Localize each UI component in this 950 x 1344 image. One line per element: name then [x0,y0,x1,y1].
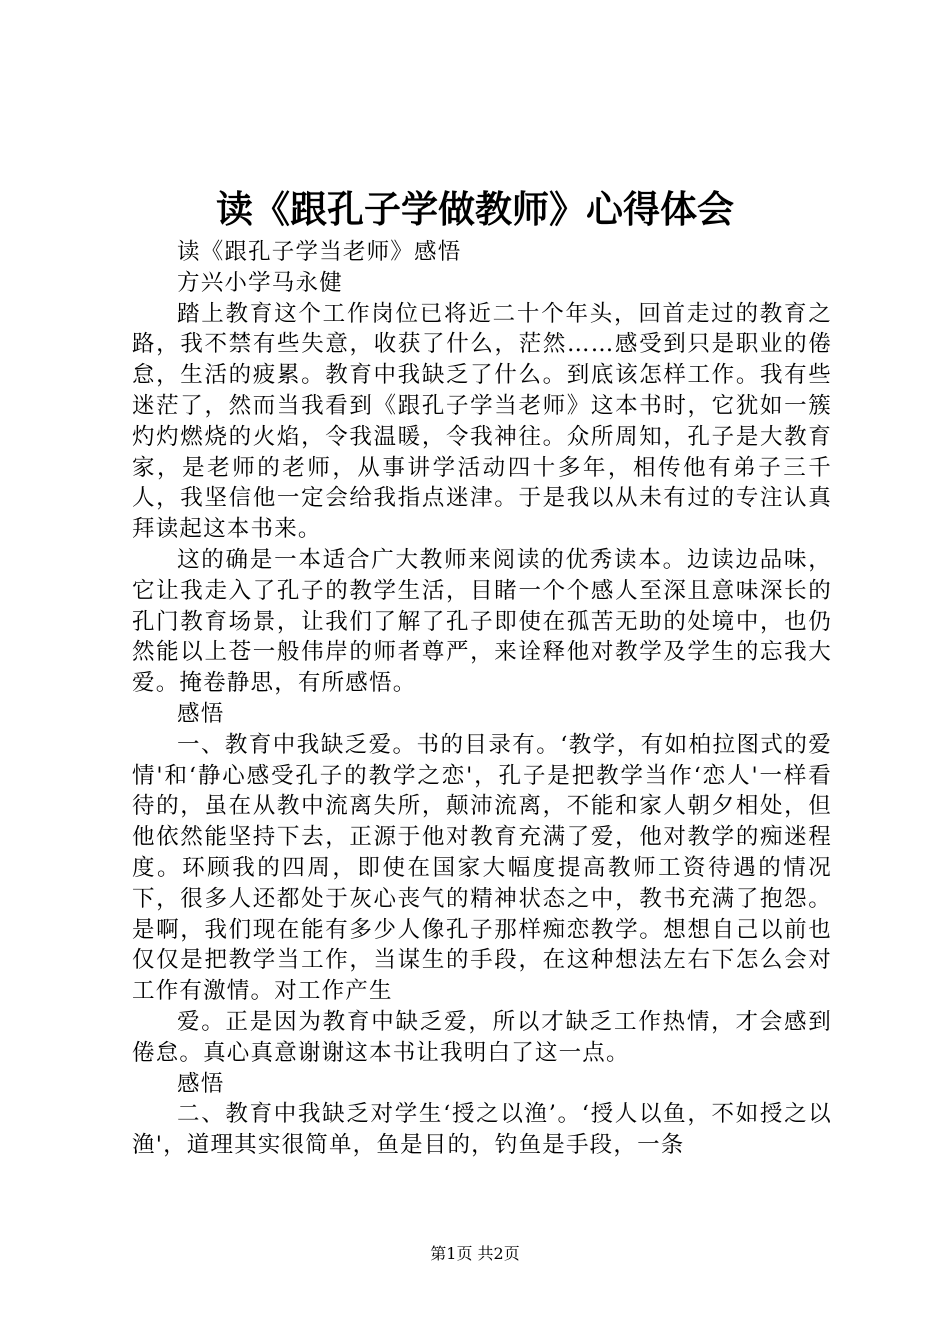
paragraph: 这的确是一本适合广大教师来阅读的优秀读本。边读边品味，它让我走入了孔子的教学生活，目睹一个个感人至深且意味深长的孔门教育场景，让我们了解了孔子即使在孤苦无助的处境中，也仍然能以上苍一般伟岸的师者尊严，来诠释他对教学及学生的忘我大爱。掩卷静思，有所感悟。 [132,546,832,697]
paragraph-heading: 感悟 [177,700,225,727]
paragraph: 一、教育中我缺乏爱。书的目录有。‘教学，有如柏拉图式的爱情'和‘静心感受孔子的教学之恋'，孔子是把教学当作‘恋人'一样看待的，虽在从教中流离失所，颠沛流离，不能和家人朝夕相处，但他依然能坚持下去，正源于他对教育充满了爱，他对教学的痴迷程度。环顾我的四周，即使在国家大幅度提高教师工资待遇的情况下，很多人还都处于灰心丧气的精神状态之中，教书充满了抱怨。是啊，我们现在能有多少人像孔子那样痴恋教学。想想自己以前也仅仅是把教学当工作，当谋生的手段，在这种想法左右下怎么会对工作有激情。对工作产生 [132,731,832,1005]
paragraph-author: 方兴小学马永健 [177,269,343,296]
paragraph: 爱。正是因为教育中缺乏爱，所以才缺乏工作热情，才会感到倦怠。真心真意谢谢这本书让我明白了这一点。 [132,1008,832,1066]
paragraph: 二、教育中我缺乏对学生‘授之以渔’。‘授人以鱼，不如授之以渔'，道理其实很简单，鱼是目的，钓鱼是手段，一条 [132,1101,832,1159]
document-body [132,237,832,1161]
paragraph-subtitle: 读《跟孔子学当老师》感悟 [177,239,462,265]
document-title: 读《跟孔子学做教师》心得体会 [216,187,734,231]
paragraph-heading: 感悟 [177,1070,225,1097]
page-number: 第1页 共2页 [430,1244,520,1263]
paragraph: 踏上教育这个工作岗位已将近二十个年头，回首走过的教育之路，我不禁有些失意，收获了什么，茫然……感受到只是职业的倦怠，生活的疲累。教育中我缺乏了什么。到底该怎样工作。我有些迷茫了，然而当我看到《跟孔子学当老师》这本书时，它犹如一簇灼灼燃烧的火焰，令我温暖，令我神往。众所周知，孔子是大教育家，是老师的老师，从事讲学活动四十多年，相传他有弟子三千人，我坚信他一定会给我指点迷津。于是我以从未有过的专注认真拜读起这本书来。 [132,300,832,543]
